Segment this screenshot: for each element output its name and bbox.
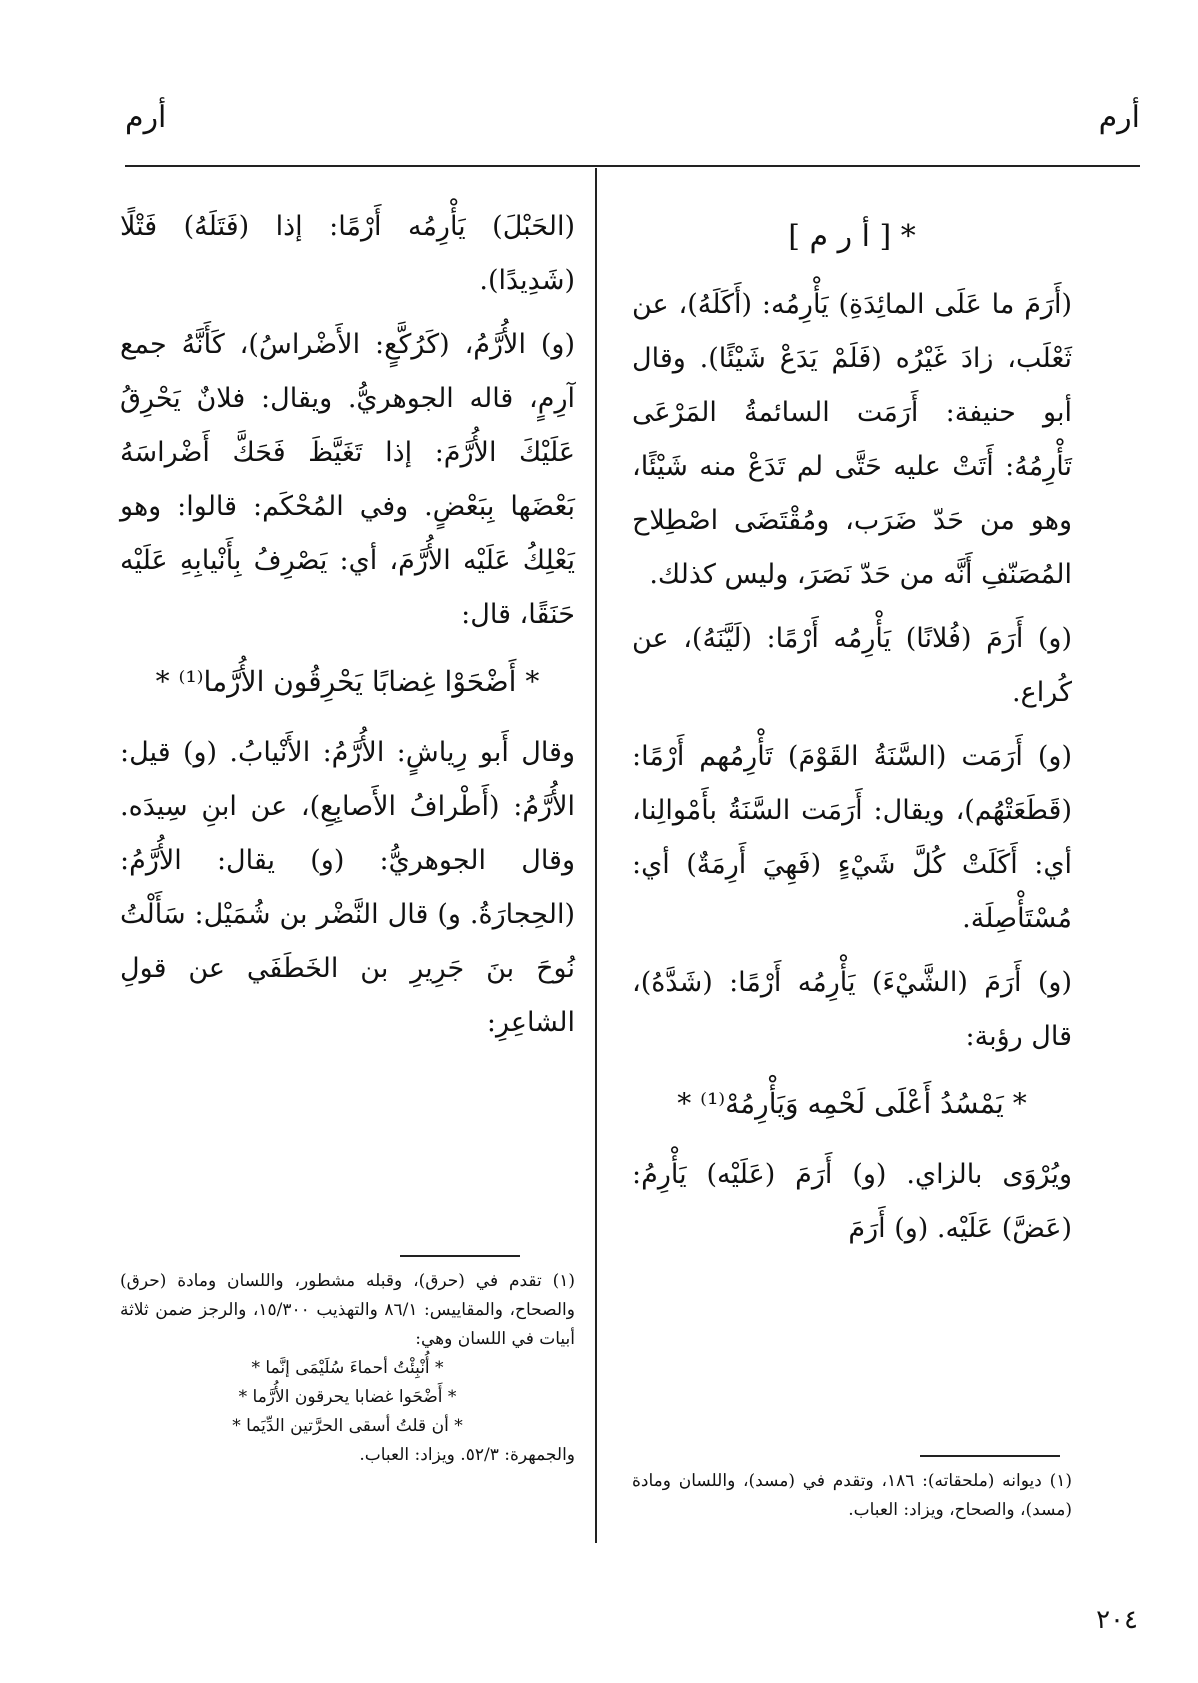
footnote-rule	[920, 1455, 1060, 1457]
running-header-left: أرم	[125, 100, 167, 135]
page-number: ٢٠٤	[1096, 1605, 1138, 1635]
paragraph: (و) الأُرَّمُ، (كَرُكَّعٍ: الأَضْراسُ)، كَأَنَّهُ جمع آرِمٍ، قاله الجوهريُّ. ويقال: فلانٌ يَحْرِقُ عَلَيْكَ الأُرَّمَ: إذا تَغَيَّظَ فَحَكَّ أَضْراسَهُ بَعْضَها بِبَعْضٍ. وفي المُحْكَم: قالوا: وهو يَعْلِكُ عَلَيْه الأُرَّمَ، أي: يَصْرِفُ بِأَنْيابِهِ عَلَيْه حَنَقًا، قال:	[120, 329, 575, 630]
column-divider	[595, 168, 597, 1543]
paragraph: (و) أَرَمَ (فُلانًا) يَأْرِمُه أَرْمًا: (لَيَّنَهُ)، عن كُراع.	[632, 623, 1072, 708]
header-rule	[125, 165, 1140, 167]
paragraph: (الحَبْلَ) يَأْرِمُه أَرْمًا: إذا (فَتَلَهُ) فَتْلًا (شَدِيدًا).	[120, 211, 575, 296]
entry-heading: * [ أ ر م ]	[788, 219, 916, 254]
right-column	[632, 200, 1072, 1266]
paragraph: (أَرَمَ ما عَلَى المائِدَةِ) يَأْرِمُه: (أَكَلَهُ)، عن ثَعْلَب، زادَ غَيْرُه (فَلَمْ يَدَعْ شَيْئًا). وقال أبو حنيفة: أَرَمَت السائمةُ المَرْعَى تَأْرِمُهُ: أَتَتْ عليه حَتَّى لم تَدَعْ منه شَيْئًا، وهو من حَدّ ضَرَب، ومُقْتَضَى اصْطِلاح المُصَنّفِ أَنَّه من حَدّ نَصَرَ، وليس كذلك.	[632, 289, 1072, 590]
footnote-text: (١) ديوانه (ملحقاته): ١٨٦، وتقدم في (مسد)، واللسان ومادة (مسد)، والصحاح، ويزاد: العباب.	[632, 1471, 1072, 1520]
footnote-rule	[400, 1255, 520, 1257]
verse-line: * يَمْسُدُ أَعْلَى لَحْمِه وَيَأْرِمُهْ⁽¹⁾ *	[677, 1087, 1027, 1120]
left-column	[120, 200, 575, 1060]
footnote-closing: والجمهرة: ٥٢/٣. ويزاد: العباب.	[359, 1445, 575, 1465]
footnote-left	[120, 1267, 575, 1470]
footnote-verse: * أن قلتُ أسقى الحرَّتين الدِّيَما *	[232, 1416, 463, 1436]
running-header-right: أرم	[1098, 100, 1140, 135]
footnote-text: (١) تقدم في (حرق)، وقبله مشطور، واللسان ومادة (حرق) والصحاح، والمقاييس: ٨٦/١ والتهذيب ١٥/٣٠٠، والرجز ضمن ثلاثة أبيات في اللسان وهي:	[120, 1271, 575, 1349]
paragraph: وقال أَبو رِياشٍ: الأُرَّمُ: الأَنْيابُ. (و) قيل: الأُرَّمُ: (أَطْرافُ الأَصابِعِ)، عن ابنِ سِيدَه. وقال الجوهريُّ: (و) يقال: الأُرَّمُ: (الحِجارَةُ. و) قال النَّضْر بن شُمَيْل: سَأَلْتُ نُوحَ بنَ جَرِيرِ بن الخَطَفَي عن قولِ الشاعِرِ:	[120, 737, 575, 1038]
paragraph: (و) أَرَمَت (السَّنَةُ القَوْمَ) تَأْرِمُهم أَرْمًا: (قَطَعَتْهُم)، ويقال: أَرَمَت السَّنَةُ بأَمْوالِنا، أي: أَكَلَتْ كُلَّ شَيْءٍ (فَهِيَ أَرِمَةٌ) أي: مُسْتَأْصِلَة.	[632, 741, 1072, 934]
paragraph: (و) أَرَمَ (الشَّيْءَ) يَأْرِمُه أَرْمًا: (شَدَّهُ)، قال رؤبة:	[632, 967, 1072, 1052]
paragraph: ويُرْوَى بالزاي. (و) أَرَمَ (عَلَيْه) يَأْرِمُ: (عَضَّ) عَلَيْه. (و) أَرَمَ	[632, 1159, 1072, 1244]
footnote-right	[632, 1467, 1072, 1525]
footnote-verse: * أُنْبِئْتُ أحماءَ سُلَيْمَى إنَّما *	[251, 1358, 444, 1378]
footnote-verse: * أَضْحَوا غضابا يحرقون الأُرَّما *	[238, 1387, 457, 1407]
verse-line: * أَضْحَوْا غِضابًا يَحْرِقُون الأُرَّما⁽¹⁾ *	[155, 665, 540, 698]
